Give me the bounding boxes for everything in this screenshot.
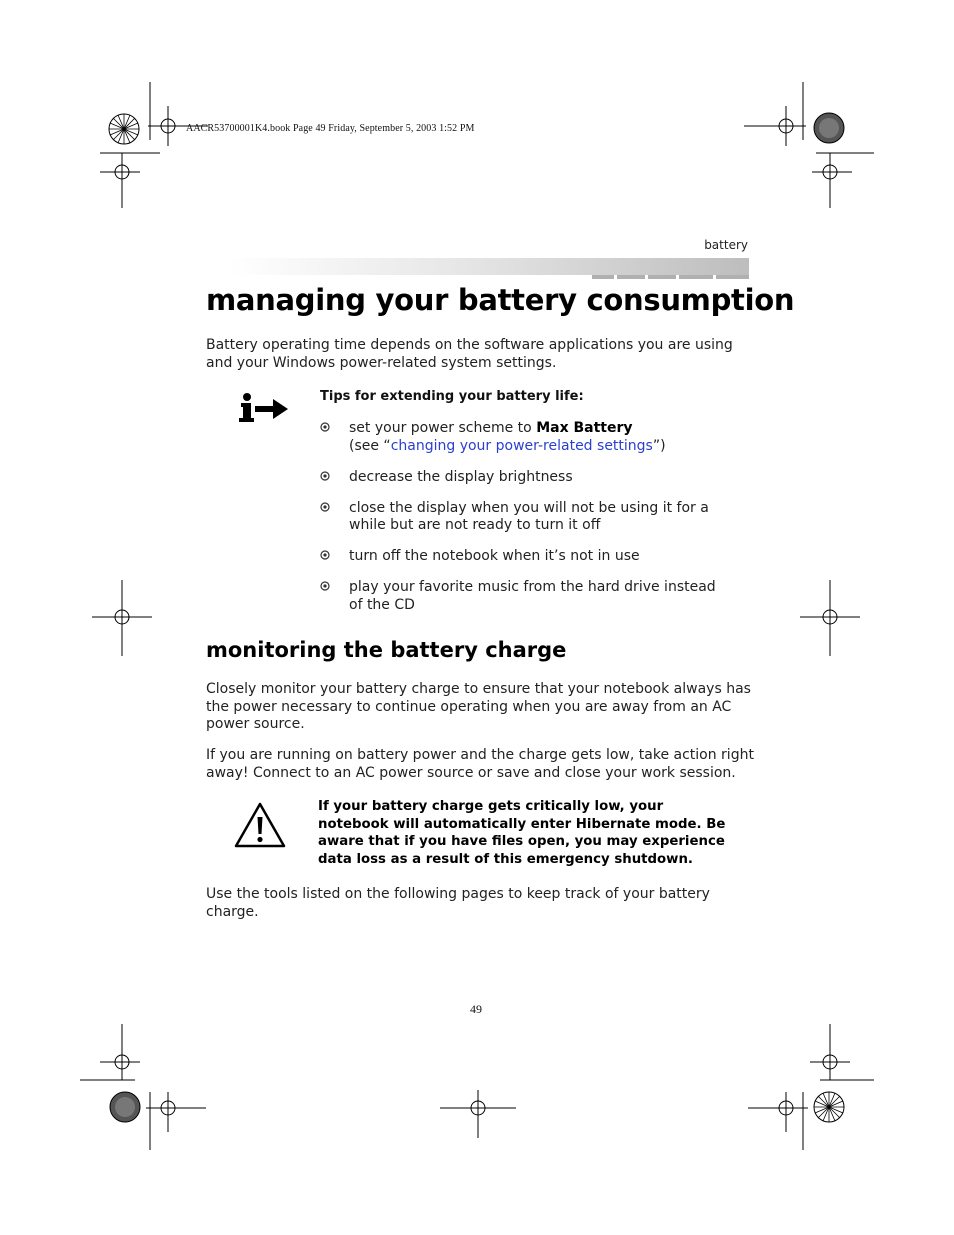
info-arrow-icon <box>235 392 289 424</box>
tip-text: close the display when you will not be using it for a while but are not ready to turn it off <box>349 499 709 533</box>
tip-text: decrease the display brightness <box>349 468 573 485</box>
bullet-icon <box>320 550 330 560</box>
registration-mark-bottom-right <box>744 1022 876 1154</box>
header-dash <box>617 275 645 279</box>
section-label: battery <box>704 238 748 252</box>
bullet-icon <box>320 422 330 432</box>
tip-text: set your power scheme to <box>349 420 537 436</box>
bullet-icon <box>320 581 330 591</box>
tip-text: turn off the notebook when it’s not in use <box>349 548 640 564</box>
tips-heading: Tips for extending your battery life: <box>320 389 584 404</box>
page-title: managing your battery consumption <box>206 283 795 317</box>
monitoring-paragraph-2: If you are running on battery power and the charge gets low, take action right away! Connect to an AC power source or save and close your work session. <box>206 747 754 781</box>
rosette-icon <box>812 111 846 145</box>
max-battery-label: Max Battery <box>536 420 633 436</box>
monitoring-paragraph-1: Closely monitor your battery charge to ensure that your notebook always has the power necessary to continue operating when you are away from an AC power source. <box>206 681 751 732</box>
rosette-icon <box>812 1090 846 1124</box>
registration-mark-middle-left <box>92 580 152 656</box>
header-dash <box>648 275 676 279</box>
list-item <box>320 420 730 455</box>
section-heading: monitoring the battery charge <box>206 638 567 662</box>
bullet-icon <box>320 471 330 481</box>
page-number: 49 <box>470 1002 482 1016</box>
intro-paragraph: Battery operating time depends on the software applications you are using and your Windows power-related system settings. <box>206 337 733 371</box>
header-gradient-bar <box>228 258 749 275</box>
power-settings-link[interactable]: changing your power-related settings <box>390 437 653 454</box>
registration-mark-bottom-center <box>440 1090 516 1138</box>
header-dash <box>592 275 614 279</box>
tips-list <box>320 420 730 628</box>
warning-text: If your battery charge gets critically low, your notebook will automatically enter Hibernate mode. Be aware that if you have files open, you may experience data loss as a result of this emergency shutdown. <box>318 799 726 868</box>
monitoring-paragraph-3: Use the tools listed on the following pages to keep track of your battery charge. <box>206 886 710 920</box>
registration-mark-middle-right <box>800 580 860 656</box>
tip-text: play your favorite music from the hard drive instead of the CD <box>349 579 716 613</box>
registration-mark-top-right <box>744 78 876 213</box>
list-item <box>320 500 730 535</box>
print-header: AACR53700001K4.book Page 49 Friday, September 5, 2003 1:52 PM <box>186 123 475 134</box>
header-dash <box>679 275 713 279</box>
tip-text: (see “ <box>349 437 391 454</box>
header-dash <box>716 275 749 279</box>
rosette-icon <box>108 1090 142 1124</box>
registration-mark-bottom-left <box>80 1022 210 1154</box>
rosette-icon <box>107 112 141 146</box>
warning-triangle-icon <box>234 802 286 848</box>
list-item <box>320 469 730 487</box>
list-item <box>320 579 730 614</box>
bullet-icon <box>320 502 330 512</box>
list-item <box>320 548 730 566</box>
tip-text: ”) <box>652 437 666 454</box>
